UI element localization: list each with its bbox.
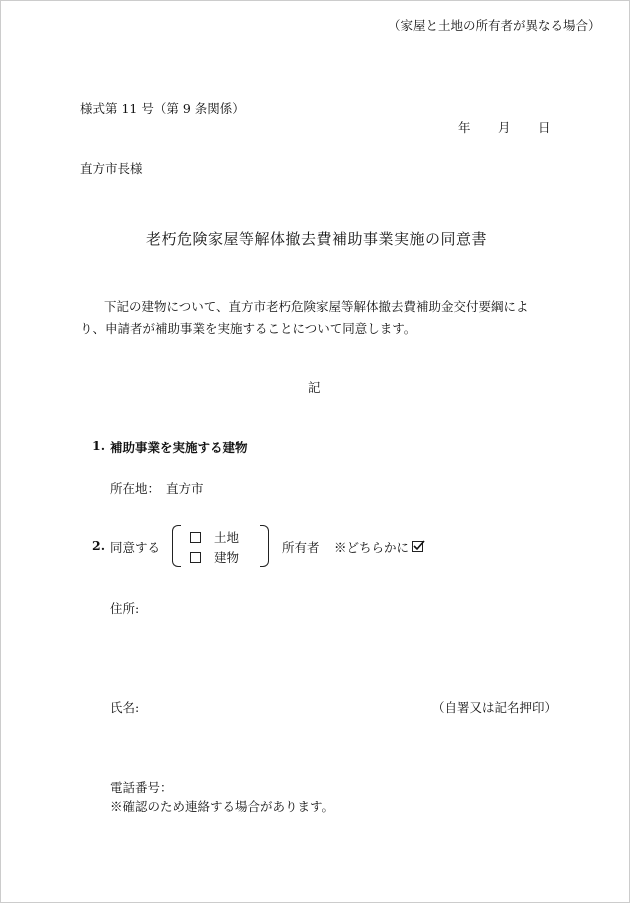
building-checkbox[interactable] bbox=[190, 552, 201, 563]
checked-box-icon bbox=[412, 541, 423, 552]
signature-note: （自署又は記名押印） bbox=[432, 700, 558, 715]
address-label: 住所: bbox=[110, 601, 140, 616]
date-month: 月 bbox=[498, 120, 511, 135]
header-note: （家屋と土地の所有者が異なる場合） bbox=[388, 18, 601, 33]
section2-label: 同意する bbox=[110, 540, 161, 555]
section2-number: 2. bbox=[92, 538, 106, 553]
phone-label: 電話番号： bbox=[110, 780, 173, 795]
bracket-right bbox=[260, 525, 269, 567]
check-one-note: ※どちらかに bbox=[334, 540, 410, 555]
location-value: 直方市 bbox=[166, 481, 204, 496]
ki-heading: 記 bbox=[308, 380, 321, 395]
intro-paragraph: 下記の建物について、直方市老朽危険家屋等解体撤去費補助金交付要綱により、申請者が補助事業を実施することについて同意します。 bbox=[80, 299, 529, 336]
owner-label: 所有者 bbox=[282, 540, 320, 555]
land-checkbox[interactable] bbox=[190, 532, 201, 543]
form-number: 様式第 11 号（第 9 条関係） bbox=[80, 101, 245, 116]
document-title: 老朽危険家屋等解体撤去費補助事業実施の同意書 bbox=[146, 230, 488, 248]
addressee: 直方市長様 bbox=[80, 161, 143, 176]
location-label: 所在地： bbox=[110, 481, 161, 496]
date-day: 日 bbox=[538, 120, 551, 135]
bracket-left bbox=[172, 525, 181, 567]
section1-number: 1. bbox=[92, 438, 106, 453]
name-label: 氏名: bbox=[110, 700, 140, 715]
building-option-label: 建物 bbox=[214, 550, 240, 565]
contact-note: ※確認のため連絡する場合があります。 bbox=[110, 799, 335, 814]
date-year: 年 bbox=[458, 120, 471, 135]
land-option-label: 土地 bbox=[214, 530, 240, 545]
section1-label: 補助事業を実施する建物 bbox=[110, 440, 248, 455]
